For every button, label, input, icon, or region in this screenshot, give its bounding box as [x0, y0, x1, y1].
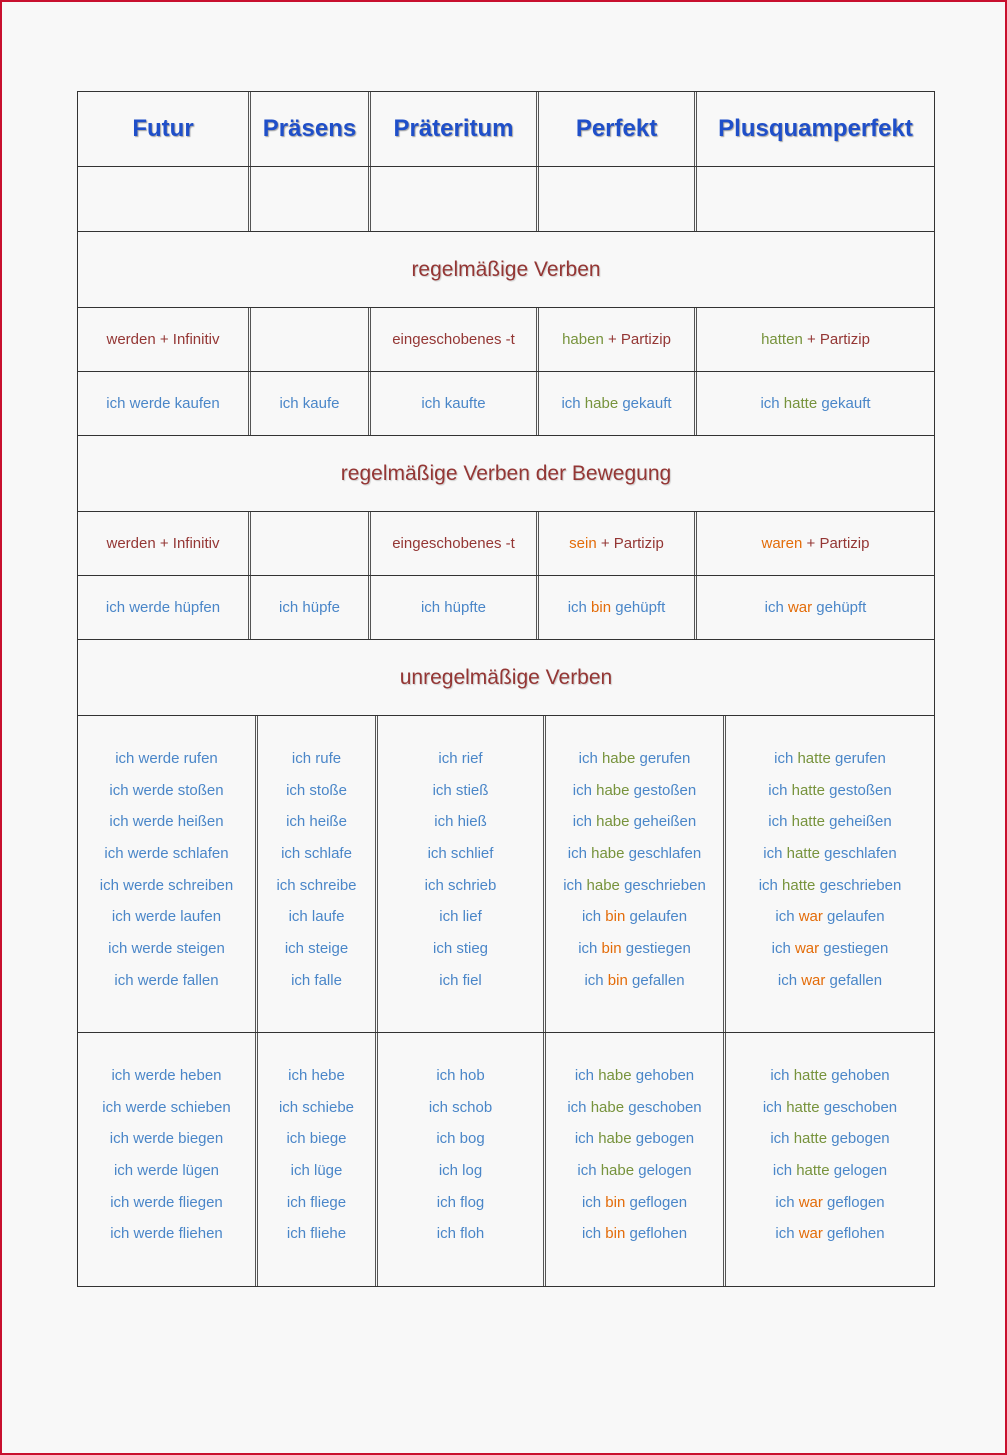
column-praesens	[255, 716, 375, 1032]
verb-form: ich stieß	[432, 781, 489, 799]
aux-word: habe	[600, 1162, 635, 1180]
aux-word: hatte	[791, 781, 825, 799]
aux-word: hatte	[793, 1067, 828, 1084]
participle: gerufen	[830, 750, 886, 767]
column-futur	[78, 1033, 255, 1286]
participle: gestoßen	[629, 781, 697, 799]
example-plusquamperfekt	[694, 372, 934, 435]
rule-text: + Partizip	[802, 535, 870, 552]
verb-form	[763, 838, 896, 870]
pronoun: ich	[770, 1067, 794, 1084]
participle: geflogen	[822, 1193, 885, 1211]
rule-text: + Partizip	[802, 331, 870, 348]
verb-form: ich stieg	[432, 940, 489, 958]
verb-form: ich werde laufen	[111, 908, 222, 926]
verb-form: ich lief	[439, 908, 482, 926]
verb-form: ich heiße	[286, 813, 347, 831]
verb-form: ich biege	[286, 1130, 347, 1148]
section-irregular	[77, 640, 935, 716]
verb-form	[775, 901, 884, 933]
aux-word: war	[794, 940, 820, 958]
rule-text: + Infinitiv	[155, 331, 220, 348]
verb-form	[582, 901, 687, 933]
verb-form	[774, 743, 886, 775]
rule-perfekt	[536, 512, 694, 575]
pronoun: ich	[770, 1130, 794, 1148]
rule-futur	[78, 512, 248, 575]
aux-word: werden	[106, 535, 156, 552]
aux-word: hatte	[786, 1098, 820, 1116]
verb-form: ich werde heben	[111, 1067, 222, 1084]
aux-word: habe	[591, 845, 625, 863]
rule-text: + Partizip	[603, 331, 671, 348]
empty-cell	[78, 167, 248, 231]
verb-form: ich hieß	[434, 813, 487, 831]
verb-form	[577, 1155, 691, 1187]
verb-form: ich werde stoßen	[109, 781, 224, 799]
participle: gehoben	[827, 1067, 890, 1084]
pronoun: ich	[567, 1098, 591, 1116]
pronoun: ich	[581, 1193, 606, 1211]
participle: gebogen	[827, 1130, 890, 1148]
verb-form: ich fliehe	[286, 1225, 347, 1243]
participle: gestiegen	[819, 940, 889, 958]
example-perfekt	[536, 576, 694, 639]
verb-form	[775, 1218, 884, 1250]
column-praesens	[255, 1033, 375, 1286]
example-futur: ich werde kaufen	[106, 395, 220, 412]
verb-form: ich schiebe	[278, 1098, 355, 1116]
pronoun: ich	[578, 750, 602, 767]
pronoun: ich	[768, 813, 792, 831]
verb-form: ich hob	[436, 1067, 485, 1084]
verb-form: ich flog	[436, 1193, 485, 1211]
participle: gelaufen	[625, 908, 688, 926]
column-futur	[78, 716, 255, 1032]
rule-praeteritum: eingeschobenes -t	[368, 512, 536, 575]
aux-word: bin	[605, 1193, 626, 1211]
verb-form: ich lüge	[290, 1162, 343, 1180]
pronoun: ich	[574, 1130, 599, 1148]
verb-form: ich fiel	[439, 971, 482, 989]
empty-cell	[536, 167, 694, 231]
example-praesens: ich hüpfe	[248, 576, 368, 639]
verb-form	[578, 933, 691, 965]
aux-word: habe	[584, 395, 619, 412]
pronoun: ich	[777, 971, 802, 989]
verb-form	[575, 1123, 694, 1155]
verb-form	[763, 1092, 897, 1124]
verb-form	[582, 1218, 687, 1250]
verb-form: ich werde steigen	[108, 940, 225, 958]
pronoun: ich	[775, 908, 799, 926]
verb-form: ich floh	[436, 1225, 485, 1243]
participle: gehüpft	[812, 599, 867, 616]
verb-form: ich schreibe	[276, 876, 357, 894]
verb-form	[579, 743, 691, 775]
participle: geflohen	[625, 1225, 688, 1243]
participle: gestiegen	[621, 940, 691, 958]
section-motion	[77, 436, 935, 512]
participle: gebogen	[631, 1130, 695, 1148]
aux-word: bin	[591, 599, 612, 616]
rule-text: + Partizip	[596, 535, 664, 552]
verb-form: ich falle	[291, 971, 342, 989]
verb-form: ich werde heißen	[109, 813, 224, 831]
participle: geheißen	[825, 813, 892, 831]
header-praesens: Präsens	[248, 92, 368, 166]
pronoun: ich	[578, 940, 602, 958]
verb-form: ich laufe	[288, 908, 345, 926]
verb-form	[573, 775, 696, 807]
aux-word: habe	[590, 1098, 625, 1116]
verb-form: ich werde schreiben	[99, 876, 234, 894]
pronoun: ich	[771, 940, 795, 958]
column-praeteritum	[375, 1033, 543, 1286]
participle: gekauft	[817, 395, 871, 412]
rule-praesens	[248, 512, 368, 575]
verb-form	[768, 775, 891, 807]
rule-row-motion	[77, 512, 935, 576]
pronoun: ich	[581, 1225, 606, 1243]
aux-word: habe	[596, 781, 630, 799]
rule-text: + Infinitiv	[155, 535, 220, 552]
participle: gerufen	[635, 750, 691, 767]
pronoun: ich	[563, 876, 587, 894]
participle: geheißen	[629, 813, 697, 831]
participle: gehoben	[631, 1067, 695, 1084]
verb-form	[584, 965, 684, 997]
aux-word: hatten	[761, 331, 803, 348]
pronoun: ich	[774, 750, 798, 767]
pronoun: ich	[567, 599, 592, 616]
section-title: regelmäßige Verben	[411, 257, 601, 281]
verb-form: ich rufe	[291, 750, 342, 767]
example-row-regular	[77, 372, 935, 436]
aux-word: habe	[598, 1130, 632, 1148]
aux-word: hatte	[793, 1130, 828, 1148]
pronoun: ich	[763, 845, 787, 863]
verb-form	[575, 1060, 694, 1092]
pronoun: ich	[561, 395, 585, 412]
pronoun: ich	[775, 1193, 799, 1211]
header-futur: Futur	[132, 115, 194, 142]
rule-futur	[78, 308, 248, 371]
pronoun: ich	[572, 813, 597, 831]
rule-perfekt	[536, 308, 694, 371]
verb-form: ich steige	[284, 940, 349, 958]
participle: geflogen	[625, 1193, 688, 1211]
verb-form	[775, 1187, 884, 1219]
verb-form: ich werde fliehen	[110, 1225, 223, 1243]
section-regular	[77, 232, 935, 308]
verb-form: ich werde schlafen	[104, 845, 229, 863]
rule-plusquamperfekt	[694, 512, 934, 575]
verb-form: ich stoße	[286, 781, 347, 799]
tense-table	[77, 91, 935, 1287]
verb-form: ich werde lügen	[113, 1162, 220, 1180]
verb-form: ich werde fliegen	[110, 1193, 223, 1211]
aux-word: haben	[562, 331, 604, 348]
aux-word: bin	[605, 1225, 626, 1243]
participle: gekauft	[618, 395, 672, 412]
header-row	[77, 91, 935, 167]
verb-form	[770, 1060, 889, 1092]
pronoun: ich	[775, 1225, 799, 1243]
verb-form: ich werde biegen	[109, 1130, 224, 1148]
empty-cell	[248, 167, 368, 231]
pronoun: ich	[574, 1067, 599, 1084]
verb-form	[770, 1123, 889, 1155]
aux-word: hatte	[796, 1162, 830, 1180]
aux-word: bin	[601, 940, 622, 958]
participle: gefallen	[825, 971, 883, 989]
aux-word: waren	[761, 535, 803, 552]
pronoun: ich	[572, 781, 597, 799]
aux-word: war	[798, 908, 823, 926]
example-praesens: ich kaufe	[248, 372, 368, 435]
aux-word: habe	[601, 750, 636, 767]
aux-word: habe	[596, 813, 630, 831]
aux-word: hatte	[782, 876, 816, 894]
verb-form: ich hebe	[288, 1067, 345, 1084]
aux-word: werden	[106, 331, 156, 348]
participle: gefallen	[627, 971, 685, 989]
participle: geschlafen	[624, 845, 702, 863]
header-praeteritum: Präteritum	[368, 92, 536, 166]
rule-row-regular	[77, 308, 935, 372]
participle: gehüpft	[611, 599, 666, 616]
example-perfekt	[536, 372, 694, 435]
verb-form: ich schrieb	[424, 876, 497, 894]
irregular-group-2	[77, 1033, 935, 1287]
aux-word: bin	[605, 908, 626, 926]
pronoun: ich	[567, 845, 592, 863]
participle: geschrieben	[619, 876, 706, 894]
verb-form: ich werde schieben	[102, 1098, 231, 1116]
pronoun: ich	[584, 971, 608, 989]
aux-word: hatte	[791, 813, 825, 831]
example-row-motion	[77, 576, 935, 640]
verb-form: ich werde rufen	[115, 750, 218, 767]
column-plusquamperfekt	[723, 716, 934, 1032]
empty-row	[77, 167, 935, 232]
verb-form	[563, 870, 706, 902]
pronoun: ich	[772, 1162, 797, 1180]
header-plusquamperfekt: Plusquamperfekt	[694, 92, 934, 166]
example-plusquamperfekt	[694, 576, 934, 639]
header-perfekt: Perfekt	[536, 92, 694, 166]
aux-word: hatte	[783, 395, 818, 412]
section-title: regelmäßige Verben der Bewegung	[340, 461, 672, 485]
aux-word: habe	[586, 876, 620, 894]
pronoun: ich	[762, 1098, 787, 1116]
pronoun: ich	[758, 876, 783, 894]
column-plusquamperfekt	[723, 1033, 934, 1286]
aux-word: war	[801, 971, 826, 989]
verb-form: ich schlafe	[281, 845, 352, 863]
participle: geschrieben	[815, 876, 902, 894]
verb-form	[568, 838, 701, 870]
participle: geschoben	[819, 1098, 898, 1116]
verb-form	[573, 806, 696, 838]
aux-word: war	[798, 1225, 823, 1243]
verb-form	[768, 806, 891, 838]
column-perfekt	[543, 716, 723, 1032]
aux-word: war	[798, 1193, 823, 1211]
column-praeteritum	[375, 716, 543, 1032]
verb-form: ich fliege	[286, 1193, 347, 1211]
participle: geschoben	[624, 1098, 702, 1116]
verb-form: ich schlief	[427, 845, 494, 863]
aux-word: war	[787, 599, 813, 616]
pronoun: ich	[764, 599, 788, 616]
aux-word: habe	[598, 1067, 632, 1084]
verb-form: ich werde fallen	[114, 971, 219, 989]
participle: gestoßen	[825, 781, 892, 799]
rule-plusquamperfekt	[694, 308, 934, 371]
verb-form: ich bog	[436, 1130, 485, 1148]
verb-form	[567, 1092, 701, 1124]
section-title: unregelmäßige Verben	[399, 665, 613, 689]
verb-form: ich rief	[438, 750, 483, 767]
pronoun: ich	[760, 395, 784, 412]
participle: geflohen	[822, 1225, 885, 1243]
pronoun: ich	[581, 908, 606, 926]
participle: geschlafen	[819, 845, 897, 863]
aux-word: hatte	[786, 845, 820, 863]
aux-word: hatte	[797, 750, 831, 767]
empty-cell	[694, 167, 934, 231]
pronoun: ich	[577, 1162, 601, 1180]
verb-form: ich schob	[428, 1098, 493, 1116]
verb-form	[778, 965, 882, 997]
aux-word: bin	[607, 971, 628, 989]
rule-praesens	[248, 308, 368, 371]
column-perfekt	[543, 1033, 723, 1286]
verb-form: ich log	[438, 1162, 483, 1180]
verb-form	[759, 870, 902, 902]
pronoun: ich	[768, 781, 792, 799]
irregular-group-1	[77, 716, 935, 1033]
verb-form	[773, 1155, 887, 1187]
participle: gelogen	[829, 1162, 888, 1180]
participle: gelogen	[634, 1162, 692, 1180]
example-praeteritum: ich hüpfte	[368, 576, 536, 639]
rule-praeteritum: eingeschobenes -t	[368, 308, 536, 371]
participle: gelaufen	[822, 908, 885, 926]
example-praeteritum: ich kaufte	[368, 372, 536, 435]
aux-word: sein	[569, 535, 597, 552]
verb-form	[772, 933, 889, 965]
example-futur: ich werde hüpfen	[105, 599, 221, 616]
verb-form	[582, 1187, 687, 1219]
empty-cell	[368, 167, 536, 231]
